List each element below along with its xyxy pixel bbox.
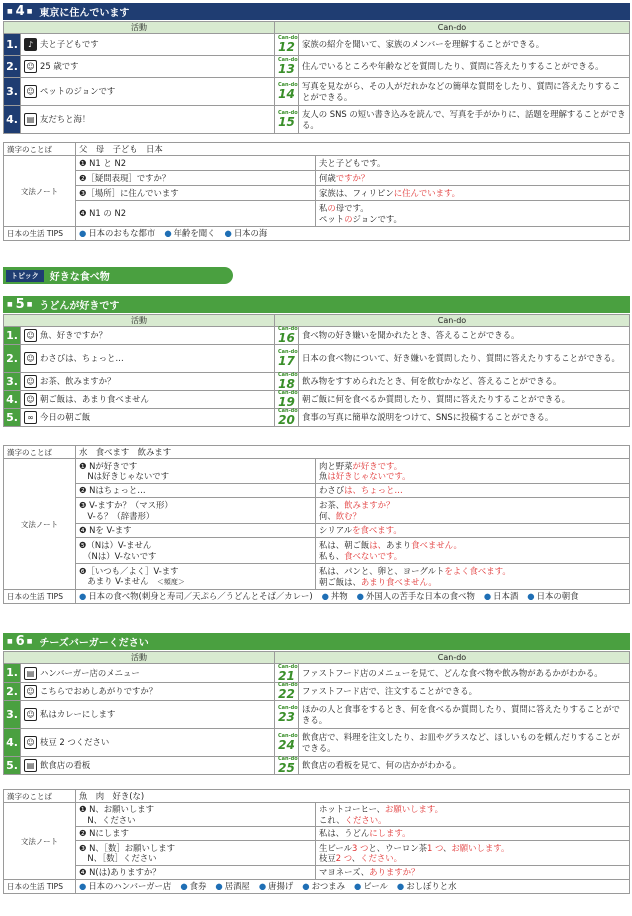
grammar-example: ホットコーヒー、お願いします。 これ、ください。 xyxy=(316,803,630,827)
grammar-example: 私は、パンと、卵と、ヨーグルトをよく食べます。 朝ご飯は、あまり食べません。 xyxy=(316,564,630,590)
cando-column-header: Can-do xyxy=(275,652,630,664)
conversation-icon: ☺ xyxy=(24,375,37,388)
row-number: 4. xyxy=(4,391,21,409)
cando-number: Can-do 22 xyxy=(275,683,299,701)
tip-item: ● おつまみ xyxy=(302,881,345,891)
tip-item: ● 居酒屋 xyxy=(215,881,249,891)
lesson-5-header: ■ 5 ■ うどんが好きです xyxy=(3,296,630,313)
topic-title: 好きな食べ物 xyxy=(49,272,110,283)
kanji-words: 魚 肉 好き(な) xyxy=(76,790,630,803)
tip-item: ● 日本のハンバーガー店 xyxy=(79,881,171,891)
activity-row xyxy=(4,34,630,56)
tip-item: ● 丼物 xyxy=(322,591,348,601)
grammar-label: 文法ノート xyxy=(4,459,76,590)
activity-row xyxy=(4,701,630,729)
tips-list xyxy=(76,227,630,241)
cando-number: Can-do 16 xyxy=(275,327,299,345)
document-icon: ▤ xyxy=(24,759,37,772)
kanji-label: 漢字のことば xyxy=(4,446,76,459)
topic-banner xyxy=(3,267,233,284)
row-number: 3. xyxy=(4,373,21,391)
grammar-example: 生ビール3 つと、ウーロン茶1 つ、お願いします。 枝豆2 つ、ください。 xyxy=(316,841,630,866)
grammar-label: 文法ノート xyxy=(4,803,76,880)
activity-row xyxy=(4,327,630,345)
activity-title: 25 歳です xyxy=(40,61,79,71)
tips-list xyxy=(76,880,630,894)
lesson-6-header: ■ 6 ■ チーズバーガーください xyxy=(3,633,630,650)
lesson-6-notes-table xyxy=(3,789,630,894)
conversation-icon: ☺ xyxy=(24,329,37,342)
tip-item: ● 年齢を聞く xyxy=(164,228,215,238)
activity-row xyxy=(4,373,630,391)
cando-column-header: Can-do xyxy=(275,315,630,327)
cando-text: 家族の紹介を聞いて、家族のメンバーを理解することができる。 xyxy=(299,34,630,56)
tips-label: 日本の生活 TIPS xyxy=(4,227,76,241)
row-number: 2. xyxy=(4,56,21,78)
cando-number: Can-do 21 xyxy=(275,664,299,683)
tip-item: ● 唐揚げ xyxy=(259,881,293,891)
grammar-example: シリアルを食べます。 xyxy=(316,524,630,538)
row-number: 2. xyxy=(4,345,21,373)
grammar-pattern: ❸ V-ますか？（マス形） V-る？（辞書形） xyxy=(76,498,316,524)
cando-text: 食事の写真に簡単な説明をつけて、SNSに投稿することができる。 xyxy=(299,409,630,427)
grammar-pattern: ❹ Nを V-ます xyxy=(76,524,316,538)
tips-list xyxy=(76,590,630,604)
activity-row xyxy=(4,106,630,134)
tip-item: ● 日本の海 xyxy=(225,228,268,238)
lesson-5-title: うどんが好きです xyxy=(39,301,120,312)
cando-number: Can-do 23 xyxy=(275,701,299,729)
activity-title: 朝ご飯は、あまり食べません xyxy=(40,394,149,404)
activity-title: 私はカレーにします xyxy=(40,709,116,719)
lesson-5-notes-table xyxy=(3,445,630,604)
document-icon: ▤ xyxy=(24,113,37,126)
activity-title: お茶、飲みますか？ xyxy=(40,376,116,386)
activity-title: ハンバーガー店のメニュー xyxy=(40,667,140,678)
cando-number: Can-do 19 xyxy=(275,391,299,409)
grammar-example: 何歳ですか？ xyxy=(316,171,630,186)
cando-number: Can-do 14 xyxy=(275,78,299,106)
grammar-pattern: ❹ N1 の N2 xyxy=(76,201,316,227)
cando-number: Can-do 18 xyxy=(275,373,299,391)
conversation-icon: ☺ xyxy=(24,85,37,98)
activity-title: 枝豆 2 つください xyxy=(40,737,110,747)
row-number: 2. xyxy=(4,683,21,701)
lesson-4-activities-table xyxy=(3,21,630,134)
row-number: 4. xyxy=(4,106,21,134)
grammar-example: 私は、朝ご飯は、あまり食べません。 私も、食べないです。 xyxy=(316,538,630,564)
activity-row xyxy=(4,757,630,775)
tips-label: 日本の生活 TIPS xyxy=(4,590,76,604)
lesson-6-activities-table xyxy=(3,651,630,775)
grammar-example: 家族は、フィリピンに住んでいます。 xyxy=(316,186,630,201)
conversation-icon: ☺ xyxy=(24,60,37,73)
tip-item: ● おしぼりと水 xyxy=(397,881,457,891)
grammar-pattern: ❺（Nは）V-ません （Nは）V-ないです xyxy=(76,538,316,564)
activity-title: 夫と子どもです xyxy=(40,39,99,49)
tip-item: ● 外国人の苦手な日本の食べ物 xyxy=(357,591,475,601)
grammar-pattern: ❸［場所］に住んでいます xyxy=(76,186,316,201)
activity-row xyxy=(4,409,630,427)
grammar-pattern: ❷ Nにします xyxy=(76,827,316,841)
grammar-pattern: ❶ N、お願いします N、ください xyxy=(76,803,316,827)
row-number: 5. xyxy=(4,409,21,427)
tip-item: ● 食券 xyxy=(180,881,206,891)
cando-text: 住んでいるところや年齢などを質問したり、質問に答えたりすることができる。 xyxy=(299,56,630,78)
cando-text: 友人の SNS の短い書き込みを読んで、写真を手がかりに、話題を理解することができる。 xyxy=(299,106,630,134)
cando-text: 食べ物の好き嫌いを聞かれたとき、答えることができる。 xyxy=(299,327,630,345)
conversation-icon: ☺ xyxy=(24,708,37,721)
speaker-icon: ♪ xyxy=(24,38,37,51)
tip-item: ● 日本酒 xyxy=(484,591,518,601)
grammar-example: マヨネーズ、ありますか？ xyxy=(316,866,630,880)
cando-number: Can-do 20 xyxy=(275,409,299,427)
cando-text: 飲み物をすすめられたとき、何を飲むかなど、答えることができる。 xyxy=(299,373,630,391)
lesson-5-activities-table xyxy=(3,314,630,427)
cando-number: Can-do 24 xyxy=(275,729,299,757)
lesson-6-title: チーズバーガーください xyxy=(39,638,149,649)
cando-number: Can-do 17 xyxy=(275,345,299,373)
activity-row xyxy=(4,664,630,683)
tip-item: ● 日本の朝食 xyxy=(527,591,578,601)
activity-row xyxy=(4,56,630,78)
activity-title: 魚、好きですか？ xyxy=(40,330,107,340)
grammar-pattern: ❷ Nはちょっと… xyxy=(76,484,316,498)
grammar-pattern: ❶ Nが好きです Nは好きじゃないです xyxy=(76,459,316,484)
lesson-4-notes-table xyxy=(3,142,630,241)
activity-title: ペットのジョンです xyxy=(40,86,116,96)
lesson-4-header: ■ 4 ■ 東京に住んでいます xyxy=(3,3,630,20)
cando-text: 飲食店の看板を見て、何の店かがわかる。 xyxy=(299,757,630,775)
grammar-example: 肉と野菜が好きです。 魚は好きじゃないです。 xyxy=(316,459,630,484)
conversation-icon: ☺ xyxy=(24,393,37,406)
row-number: 3. xyxy=(4,701,21,729)
row-number: 5. xyxy=(4,757,21,775)
activity-row xyxy=(4,683,630,701)
row-number: 1. xyxy=(4,327,21,345)
activity-title: こちらでおめしあがりですか？ xyxy=(40,686,158,696)
activity-title: 友だちと海！ xyxy=(40,114,91,124)
cando-text: 写真を見ながら、その人がだれかなどの簡単な質問をしたり、質問に答えたりすることができる。 xyxy=(299,78,630,106)
activity-row xyxy=(4,345,630,373)
cando-text: 日本の食べ物について、好き嫌いを質問したり、質問に答えたりすることができる。 xyxy=(299,345,630,373)
lesson-4-title: 東京に住んでいます xyxy=(39,8,130,19)
kanji-label: 漢字のことば xyxy=(4,143,76,156)
topic-badge: トピック xyxy=(6,270,44,282)
row-number: 1. xyxy=(4,664,21,683)
row-number: 3. xyxy=(4,78,21,106)
kanji-label: 漢字のことば xyxy=(4,790,76,803)
tip-item: ● ビール xyxy=(354,881,388,891)
activity-column-header: 活動 xyxy=(4,652,275,664)
cando-text: ファストフード店のメニューを見て、どんな食べ物や飲み物があるかがわかる。 xyxy=(299,664,630,683)
tip-item: ● 日本の食べ物(刺身と寿司／天ぷら／うどんとそば／カレー) xyxy=(79,591,313,601)
cando-number: Can-do 13 xyxy=(275,56,299,78)
cando-column-header: Can-do xyxy=(275,22,630,34)
conversation-icon: ☺ xyxy=(24,352,37,365)
row-number: 4. xyxy=(4,729,21,757)
conversation-icon: ☺ xyxy=(24,685,37,698)
tip-item: ● 日本のおもな都市 xyxy=(79,228,155,238)
activity-title: 飲食店の看板 xyxy=(40,760,91,770)
tips-label: 日本の生活 TIPS xyxy=(4,880,76,894)
grammar-pattern: ❷［疑問表現］ですか？ xyxy=(76,171,316,186)
grammar-example: お茶、飲みますか？ 何、飲む？ xyxy=(316,498,630,524)
grammar-label: 文法ノート xyxy=(4,156,76,227)
activity-column-header: 活動 xyxy=(4,315,275,327)
glasses-icon: ∞ xyxy=(24,411,37,424)
kanji-words: 水 食べます 飲みます xyxy=(76,446,630,459)
activity-title: 今日の朝ご飯 xyxy=(40,412,91,422)
conversation-icon: ☺ xyxy=(24,736,37,749)
grammar-pattern: ❶ N1 と N2 xyxy=(76,156,316,171)
grammar-pattern: ❻［いつも／よく］V-ます あまり V-ません ＜頻度＞ xyxy=(76,564,316,590)
cando-text: ファストフード店で、注文することができる。 xyxy=(299,683,630,701)
document-icon: ▤ xyxy=(24,667,37,680)
grammar-example: 私の母です。 ペットのジョンです。 xyxy=(316,201,630,227)
cando-number: Can-do 12 xyxy=(275,34,299,56)
grammar-example: 私は、うどんにします。 xyxy=(316,827,630,841)
cando-text: ほかの人と食事をするとき、何を食べるか質問したり、質問に答えたりすることができる。 xyxy=(299,701,630,729)
grammar-pattern: ❹ N(は)ありますか？ xyxy=(76,866,316,880)
cando-text: 飲食店で、料理を注文したり、お皿やグラスなど、ほしいものを頼んだりすることができる。 xyxy=(299,729,630,757)
kanji-words: 父 母 子ども 日本 xyxy=(76,143,630,156)
activity-title: わさびは、ちょっと… xyxy=(40,353,124,363)
cando-number: Can-do 25 xyxy=(275,757,299,775)
grammar-example: わさびは、ちょっと… xyxy=(316,484,630,498)
activity-row xyxy=(4,78,630,106)
activity-row xyxy=(4,391,630,409)
grammar-pattern: ❸ N、［数］お願いします N、［数］ください xyxy=(76,841,316,866)
activity-column-header: 活動 xyxy=(4,22,275,34)
grammar-example: 夫と子どもです。 xyxy=(316,156,630,171)
cando-text: 朝ご飯に何を食べるか質問したり、質問に答えたりすることができる。 xyxy=(299,391,630,409)
row-number: 1. xyxy=(4,34,21,56)
cando-number: Can-do 15 xyxy=(275,106,299,134)
activity-row xyxy=(4,729,630,757)
